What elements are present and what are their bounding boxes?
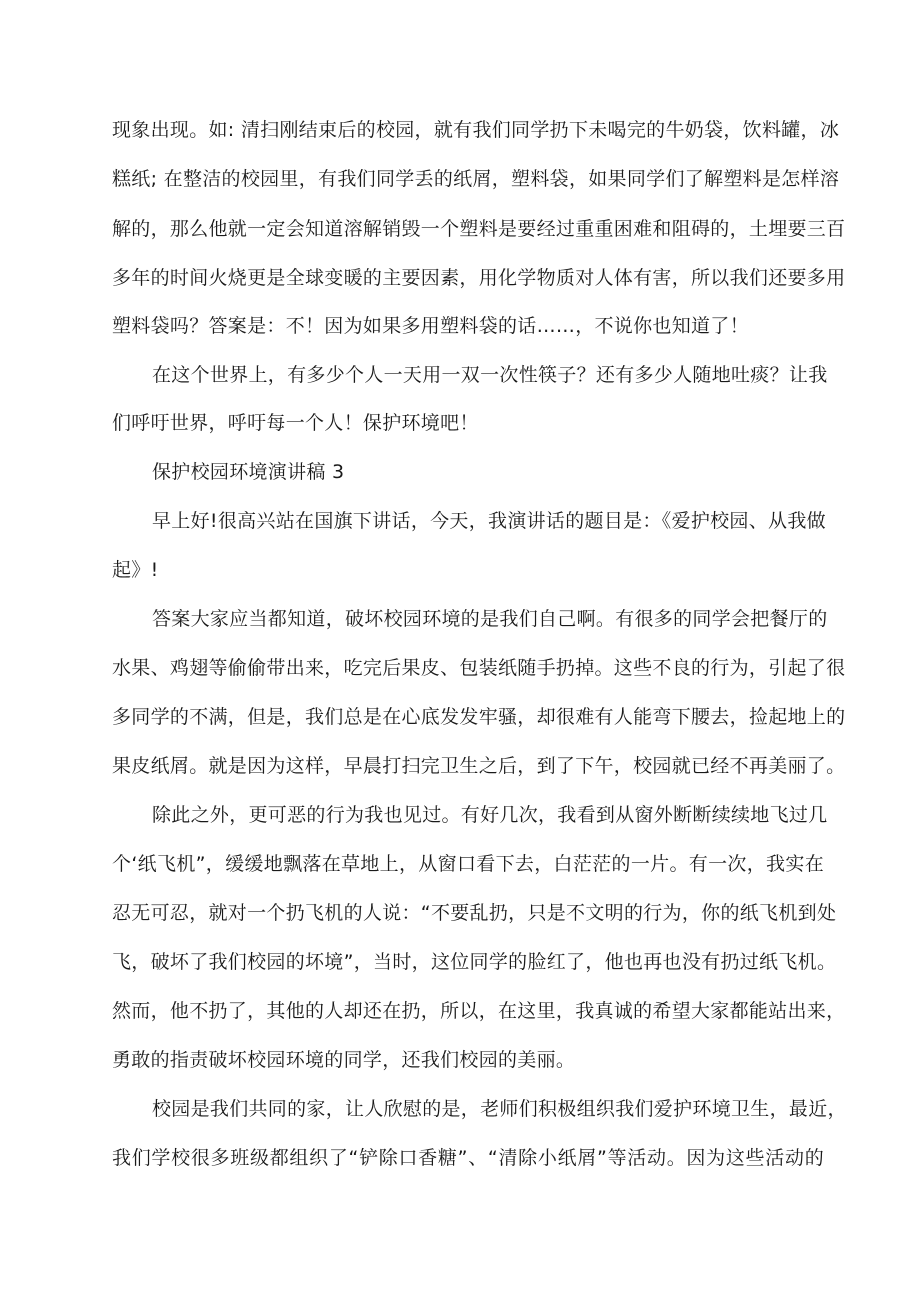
text-line-12: 水果、鸡翅等偷偷带出来，吃完后果皮、包装纸随手扔掉。这些不良的行为，引起了很 <box>112 657 846 679</box>
text-line-10: 起》! <box>112 559 159 581</box>
text-line-15: 除此之外，更可恶的行为我也见过。有好几次，我看到从窗外断断续续地飞过几 <box>152 804 828 826</box>
text-line-22: 我们学校很多班级都组织了“铲除口香糖”、“清除小纸屑”等活动。因为这些活动的 <box>112 1147 824 1169</box>
text-line-7: 们呼吁世界，呼吁每一个人！保护环境吧！ <box>112 412 479 434</box>
text-line-11: 答案大家应当都知道，破坏校园环境的是我们自己啊。有很多的同学会把餐厅的 <box>152 608 828 630</box>
text-line-4: 多年的时间火烧更是全球变暖的主要因素，用化学物质对人体有害，所以我们还要多用 <box>112 267 846 289</box>
text-line-17: 忍无可忍，就对一个扔飞机的人说：“不要乱扔，只是不文明的行为，你的纸飞机到处 <box>112 902 837 924</box>
text-line-2: 糕纸; 在整洁的校园里，有我们同学丢的纸屑，塑料袋，如果同学们了解塑料是怎样溶 <box>112 168 840 190</box>
text-line-20: 勇敢的指责破坏校园环境的同学，还我们校园的美丽。 <box>112 1049 576 1071</box>
text-line-16: 个‘纸飞机”，缓缓地飘落在草地上，从窗口看下去，白茫茫的一片。有一次，我实在 <box>112 853 824 875</box>
text-line-21: 校园是我们共同的家，让人欣慰的是，老师们积极组织我们爱护环境卫生，最近， <box>152 1098 847 1120</box>
text-line-6: 在这个世界上，有多少个人一天用一双一次性筷子？还有多少人随地吐痰？让我 <box>152 364 828 386</box>
text-line-13: 多同学的不满，但是，我们总是在心底发发牢骚，却很难有人能弯下腰去，捡起地上的 <box>112 706 846 728</box>
text-line-5: 塑料袋吗？答案是：不！因为如果多用塑料袋的话……，不说你也知道了！ <box>112 315 749 337</box>
text-line-1: 现象出现。如: 清扫刚结束后的校园，就有我们同学扔下未喝完的牛奶袋，饮料罐，冰 <box>112 119 840 141</box>
text-line-19: 然而，他不扔了，其他的人却还在扔，所以，在这里，我真诚的希望大家都能站出来， <box>112 1000 846 1022</box>
text-line-14: 果皮纸屑。就是因为这样，早晨打扫完卫生之后，到了下午，校园就已经不再美丽了。 <box>112 755 846 777</box>
text-line-9: 早上好!很高兴站在国旗下讲话，今天，我演讲话的题目是：《爱护校园、从我做 <box>152 510 826 532</box>
text-line-18: 飞，破坏了我们校园的坏境”，当时，这位同学的脸红了，他也再也没有扔过纸飞机。 <box>112 951 837 973</box>
text-line-3: 解的，那么他就一定会知道溶解销毁一个塑料是要经过重重困难和阻碍的，土埋要三百 <box>112 218 846 240</box>
section-heading: 保护校园环境演讲稿 3 <box>152 461 345 483</box>
